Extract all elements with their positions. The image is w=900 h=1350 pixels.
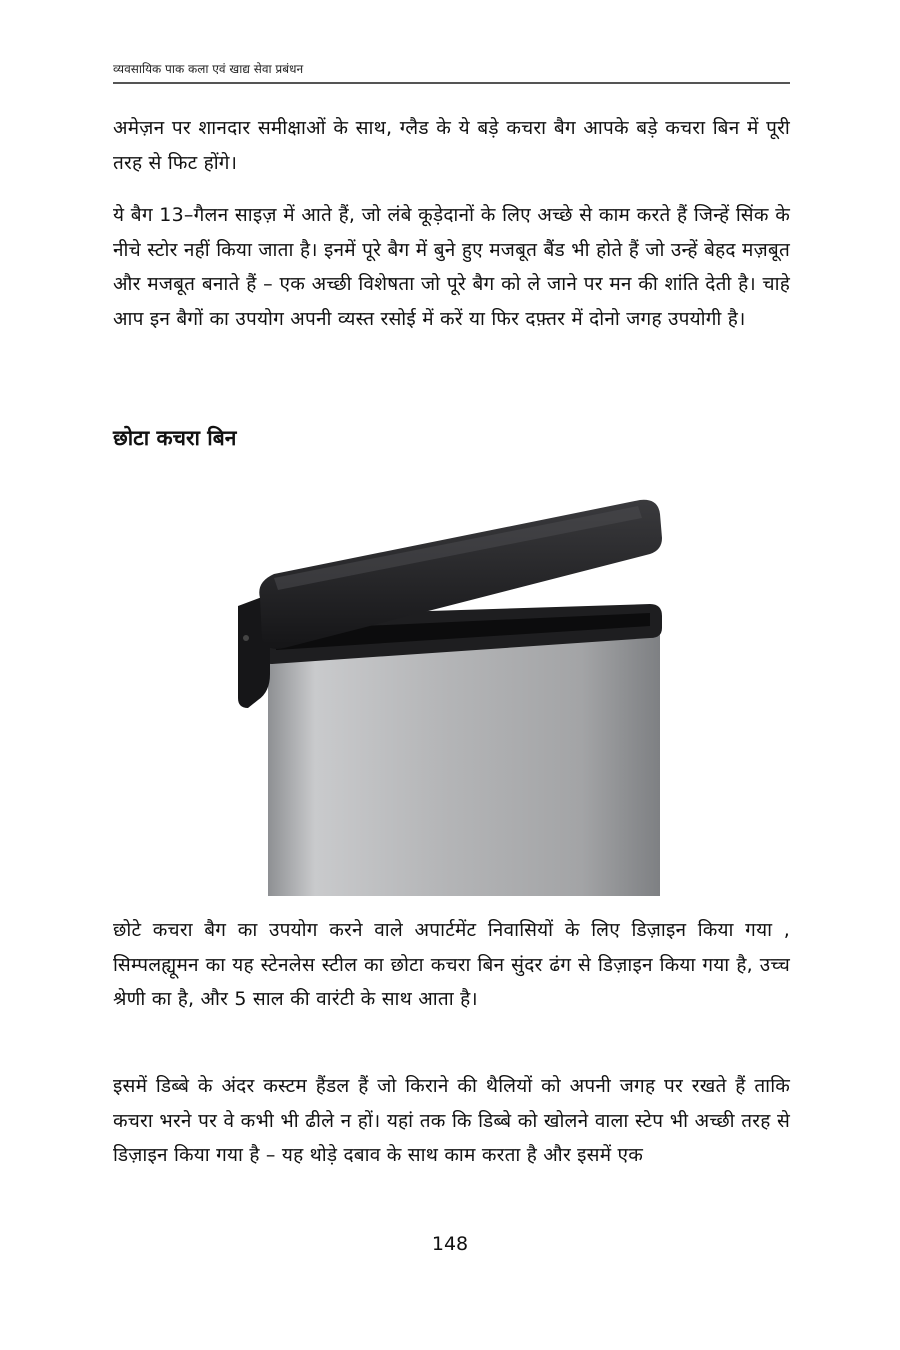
section-heading: छोटा कचरा बिन: [113, 426, 237, 450]
paragraph-small-bin: छोटे कचरा बैग का उपयोग करने वाले अपार्टमेंट निवासियों के लिए डिज़ाइन किया गया , सिम्पलह्यूमन का यह स्टेनलेस स्टील का छोटा कचरा बिन सुंदर ढंग से डिज़ाइन किया गया है, उच्च श्रेणी का है, और 5 साल की वारंटी के साथ आता है।: [113, 919, 790, 1010]
running-header: व्यवसायिक पाक कला एवं खाद्य सेवा प्रबंधन: [113, 62, 304, 76]
paragraph-intro: अमेज़न पर शानदार समीक्षाओं के साथ, ग्लैड के ये बड़े कचरा बैग आपके बड़े कचरा बिन में पूरी तरह से फिट होंगे।: [113, 117, 790, 174]
page-number: 148: [431, 1233, 469, 1255]
trash-bin-image: [230, 478, 670, 896]
paragraph-bag-details: ये बैग 13–गैलन साइज़ में आते हैं, जो लंबे कूड़ेदानों के लिए अच्छे से काम करते हैं जिन्हें सिंक के नीचे स्टोर नहीं किया जाता है। इनमें पूरे बैग में बुने हुए मजबूत बैंड भी होते हैं जो उन्हें बेहद मज़बूत और मजबूत बनाते हैं – एक अच्छी विशेषता जो पूरे बैग को ले जाने पर मन की शांति देती है। चाहे आप इन बैगों का उपयोग अपनी व्यस्त रसोई में करें या फिर दफ़्तर में दोनो जगह उपयोगी है।: [113, 204, 790, 330]
header-rule: [113, 82, 790, 84]
paragraph-handles: इसमें डिब्बे के अंदर कस्टम हैंडल हैं जो किराने की थैलियों को अपनी जगह पर रखते हैं ताकि कचरा भरने पर वे कभी भी ढीले न हों। यहां तक कि डिब्बे को खोलने वाला स्टेप भी अच्छी तरह से डिज़ाइन किया गया है – यह थोड़े दबाव के साथ काम करता है और इसमें एक: [113, 1075, 790, 1166]
